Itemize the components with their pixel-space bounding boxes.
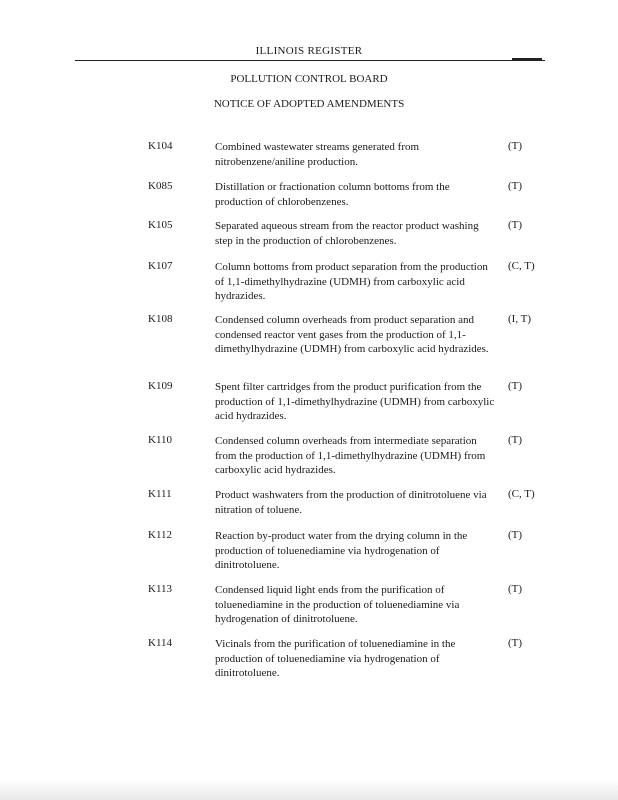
waste-code: K108 xyxy=(148,313,173,325)
hazard-code: (T) xyxy=(508,529,523,541)
waste-code: K112 xyxy=(148,529,173,541)
board-name: POLLUTION CONTROL BOARD xyxy=(230,73,388,85)
waste-description: Condensed liquid light ends from the purification of toluenediamine in the production of toluenediamine via hydrogenation of dinitrotoluene. xyxy=(215,584,460,625)
waste-description: Distillation or fractionation column bottoms from the production of chlorobenzenes. xyxy=(215,181,450,208)
waste-code: K110 xyxy=(148,434,173,446)
hazard-code: (T) xyxy=(508,583,523,595)
waste-description: Vicinals from the purification of toluenediamine in the production of toluenediamine via hydrogenation of dinitrotoluene. xyxy=(215,638,456,679)
waste-code: K109 xyxy=(148,380,173,392)
hazard-code: (T) xyxy=(508,637,523,649)
waste-code: K104 xyxy=(148,140,173,152)
hazard-code: (T) xyxy=(508,140,523,152)
hazard-code: (T) xyxy=(508,434,523,446)
notice-title: NOTICE OF ADOPTED AMENDMENTS xyxy=(213,98,405,110)
waste-description: Combined wastewater streams generated from nitrobenzene/aniline production. xyxy=(215,141,420,168)
register-title: ILLINOIS REGISTER xyxy=(255,45,363,57)
waste-code: K111 xyxy=(148,488,172,500)
hazard-code: (T) xyxy=(508,380,523,392)
waste-code: K105 xyxy=(148,219,173,231)
waste-code: K113 xyxy=(148,583,173,595)
waste-description: Reaction by-product water from the drying column in the production of toluenediamine via hydrogenation of dinitrotoluene. xyxy=(215,530,468,571)
hazard-code: (T) xyxy=(508,219,523,231)
waste-description: Spent filter cartridges from the product purification from the production of 1,1-dimethylhydrazine (UDMH) from carboxylic acid hydrazides. xyxy=(215,381,495,422)
hazard-code: (T) xyxy=(508,180,523,192)
waste-description: Condensed column overheads from product separation and condensed reactor vent gases from the production of 1,1-dimethylhydrazine (UDMH) from carboxylic acid hydrazides. xyxy=(215,314,489,355)
hazard-code: (C, T) xyxy=(508,260,535,272)
waste-description: Separated aqueous stream from the reactor product washing step in the production of chlorobenzenes. xyxy=(215,220,479,247)
waste-code: K107 xyxy=(148,260,173,272)
scan-bottom-edge xyxy=(0,780,618,800)
waste-description: Condensed column overheads from intermediate separation from the production of 1,1-dimethylhydrazine (UDMH) from carboxylic acid hydrazides. xyxy=(215,435,486,476)
waste-description: Column bottoms from product separation from the production of 1,1-dimethylhydrazine (UDMH) from carboxylic acid hydrazides. xyxy=(215,261,488,302)
waste-code: K114 xyxy=(148,637,173,649)
waste-description: Product washwaters from the production of dinitrotoluene via nitration of toluene. xyxy=(215,489,487,516)
hazard-code: (I, T) xyxy=(508,313,532,325)
waste-code: K085 xyxy=(148,180,173,192)
hazard-code: (C, T) xyxy=(508,488,535,500)
